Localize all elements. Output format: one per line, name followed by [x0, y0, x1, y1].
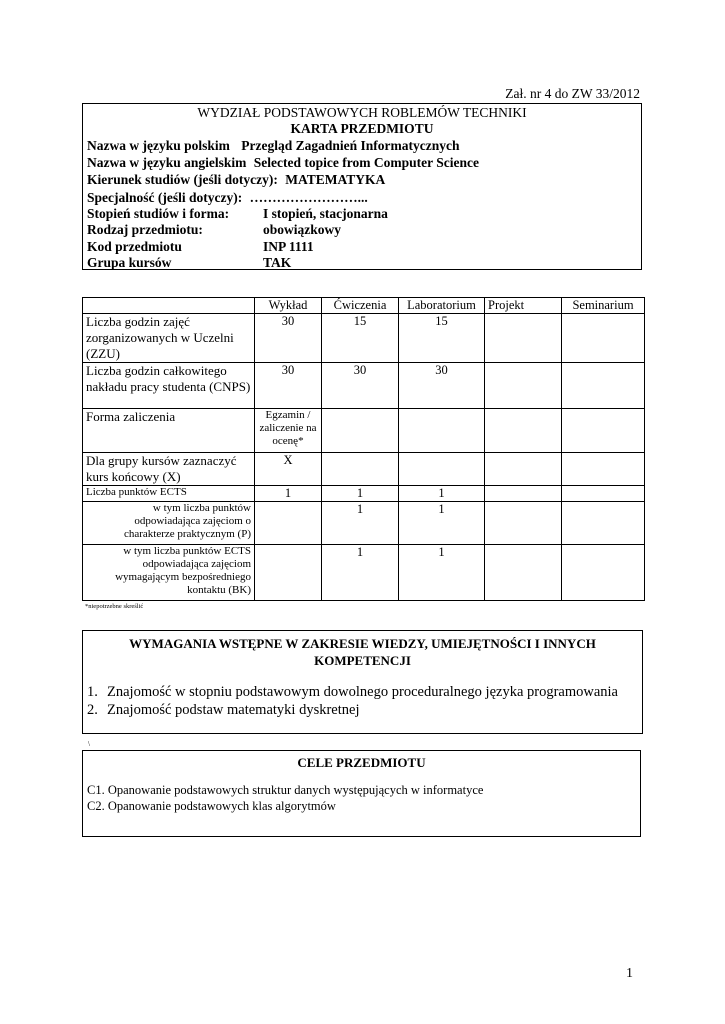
header-row-label: Stopień studiów i forma:: [87, 206, 230, 221]
header-row-value: Przegląd Zagadnień Informatycznych: [241, 138, 460, 153]
table-cell: 30: [255, 363, 322, 409]
header-row-value: obowiązkowy: [263, 222, 342, 237]
table-cell: [322, 409, 399, 453]
table-cell: [399, 453, 485, 486]
header-row-label: Nazwa w języku polskim: [87, 138, 230, 153]
header-row-label: Rodzaj przedmiotu:: [87, 222, 203, 237]
row-label: w tym liczba punktów ECTS odpowiadająca zajęciom wymagającym bezpośredniego kontaktu (BK): [83, 545, 255, 601]
table-cell: [485, 409, 562, 453]
table-cell: [562, 486, 645, 502]
table-cell: [255, 545, 322, 601]
table-cell: 15: [322, 314, 399, 363]
list-item: [87, 683, 618, 701]
table-row: [83, 453, 645, 486]
table-cell: [562, 314, 645, 363]
table-cell: [485, 314, 562, 363]
header-row-label: Nazwa w języku angielskim: [87, 155, 247, 170]
list-item-text: Znajomość podstaw matematyki dyskretnej: [107, 702, 360, 718]
list-item-number: 1.: [87, 684, 98, 700]
header-row-value: TAK: [263, 255, 292, 270]
table-row: [83, 363, 645, 409]
row-label: Liczba godzin zajęć zorganizowanych w Uczelni (ZZU): [83, 314, 255, 363]
table-cell: 1: [399, 502, 485, 545]
table-cell: 1: [322, 502, 399, 545]
requirements-title: WYMAGANIA WSTĘPNE W ZAKRESIE WIEDZY, UMIEJĘTNOŚCI I INNYCH KOMPETENCJI: [129, 636, 596, 668]
table-header-cell: Wykład: [255, 298, 322, 314]
table-cell: 1: [399, 486, 485, 502]
list-item-text: Znajomość w stopniu podstawowym dowolnego proceduralnego języka programowania: [107, 684, 618, 700]
table-cell: [485, 363, 562, 409]
row-label: Liczba punktów ECTS: [83, 486, 255, 502]
header-row-name-pl: [87, 138, 460, 154]
card-title: KARTA PRZEDMIOTU: [290, 121, 434, 136]
table-header-cell: Projekt: [485, 298, 562, 314]
table-header-row: [83, 298, 645, 314]
table-row: [83, 502, 645, 545]
table-row: [83, 314, 645, 363]
table-cell: [562, 502, 645, 545]
table-cell: [322, 453, 399, 486]
table-cell: X: [255, 453, 322, 486]
table-cell: [562, 545, 645, 601]
goals-title: CELE PRZEDMIOTU: [297, 755, 426, 770]
stray-mark: \: [88, 740, 90, 748]
table-cell: 30: [322, 363, 399, 409]
table-cell: 1: [322, 545, 399, 601]
table-cell: [562, 409, 645, 453]
table-cell: [562, 453, 645, 486]
header-row-value: MATEMATYKA: [285, 172, 386, 187]
table-cell: 1: [322, 486, 399, 502]
header-row-label: Specjalność (jeśli dotyczy):: [87, 190, 243, 205]
header-row-degree: [87, 206, 627, 222]
table-cell: 1: [399, 545, 485, 601]
table-cell: [485, 502, 562, 545]
table-cell: [485, 453, 562, 486]
header-row-label: Kod przedmiotu: [87, 239, 182, 254]
table-row: [83, 486, 645, 502]
list-item: [87, 701, 359, 719]
faculty-title: WYDZIAŁ PODSTAWOWYCH ROBLEMÓW TECHNIKI: [197, 105, 527, 120]
table-header-cell: Seminarium: [562, 298, 645, 314]
table-cell: [562, 363, 645, 409]
table-row: [83, 409, 645, 453]
table-cell: [485, 545, 562, 601]
list-item: C1. Opanowanie podstawowych struktur danych występujących w informatyce: [87, 783, 484, 797]
list-item: C2. Opanowanie podstawowych klas algorytmów: [87, 799, 336, 813]
header-row-group: [87, 255, 627, 271]
course-header-box: [82, 103, 642, 270]
header-row-field: [87, 172, 385, 188]
row-label: w tym liczba punktów odpowiadająca zajęciom o charakterze praktycznym (P): [83, 502, 255, 545]
header-row-label: Grupa kursów: [87, 255, 172, 270]
header-row-name-en: [87, 155, 479, 171]
attachment-note: Zał. nr 4 do ZW 33/2012: [505, 86, 640, 101]
table-header-cell: [83, 298, 255, 314]
table-cell: 30: [255, 314, 322, 363]
table-cell: [399, 409, 485, 453]
goals-box: [82, 750, 641, 837]
header-row-value: I stopień, stacjonarna: [263, 206, 388, 221]
header-row-code: [87, 239, 627, 255]
header-row-value: ……………………...: [249, 190, 368, 205]
table-header-cell: Laboratorium: [399, 298, 485, 314]
header-row-value: Selected topice from Computer Science: [253, 155, 479, 170]
row-label: Liczba godzin całkowitego nakładu pracy studenta (CNPS): [83, 363, 255, 409]
requirements-box: [82, 630, 643, 734]
header-row-label: Kierunek studiów (jeśli dotyczy):: [87, 172, 278, 187]
page-number: 1: [626, 966, 633, 981]
table-cell: [255, 502, 322, 545]
hours-table: [82, 297, 645, 601]
header-row-type: [87, 222, 627, 238]
row-label: Dla grupy kursów zaznaczyć kurs końcowy (X): [83, 453, 255, 486]
row-label: Forma zaliczenia: [83, 409, 255, 453]
footnote: *niepotrzebne skreślić: [85, 603, 144, 610]
header-row-specialty: [87, 190, 368, 206]
table-row: [83, 545, 645, 601]
list-item-number: 2.: [87, 702, 98, 718]
table-cell: Egzamin / zaliczenie na ocenę*: [255, 409, 322, 453]
header-row-value: INP 1111: [263, 239, 314, 254]
table-cell: [485, 486, 562, 502]
table-cell: 15: [399, 314, 485, 363]
table-header-cell: Ćwiczenia: [322, 298, 399, 314]
table-cell: 30: [399, 363, 485, 409]
table-cell: 1: [255, 486, 322, 502]
